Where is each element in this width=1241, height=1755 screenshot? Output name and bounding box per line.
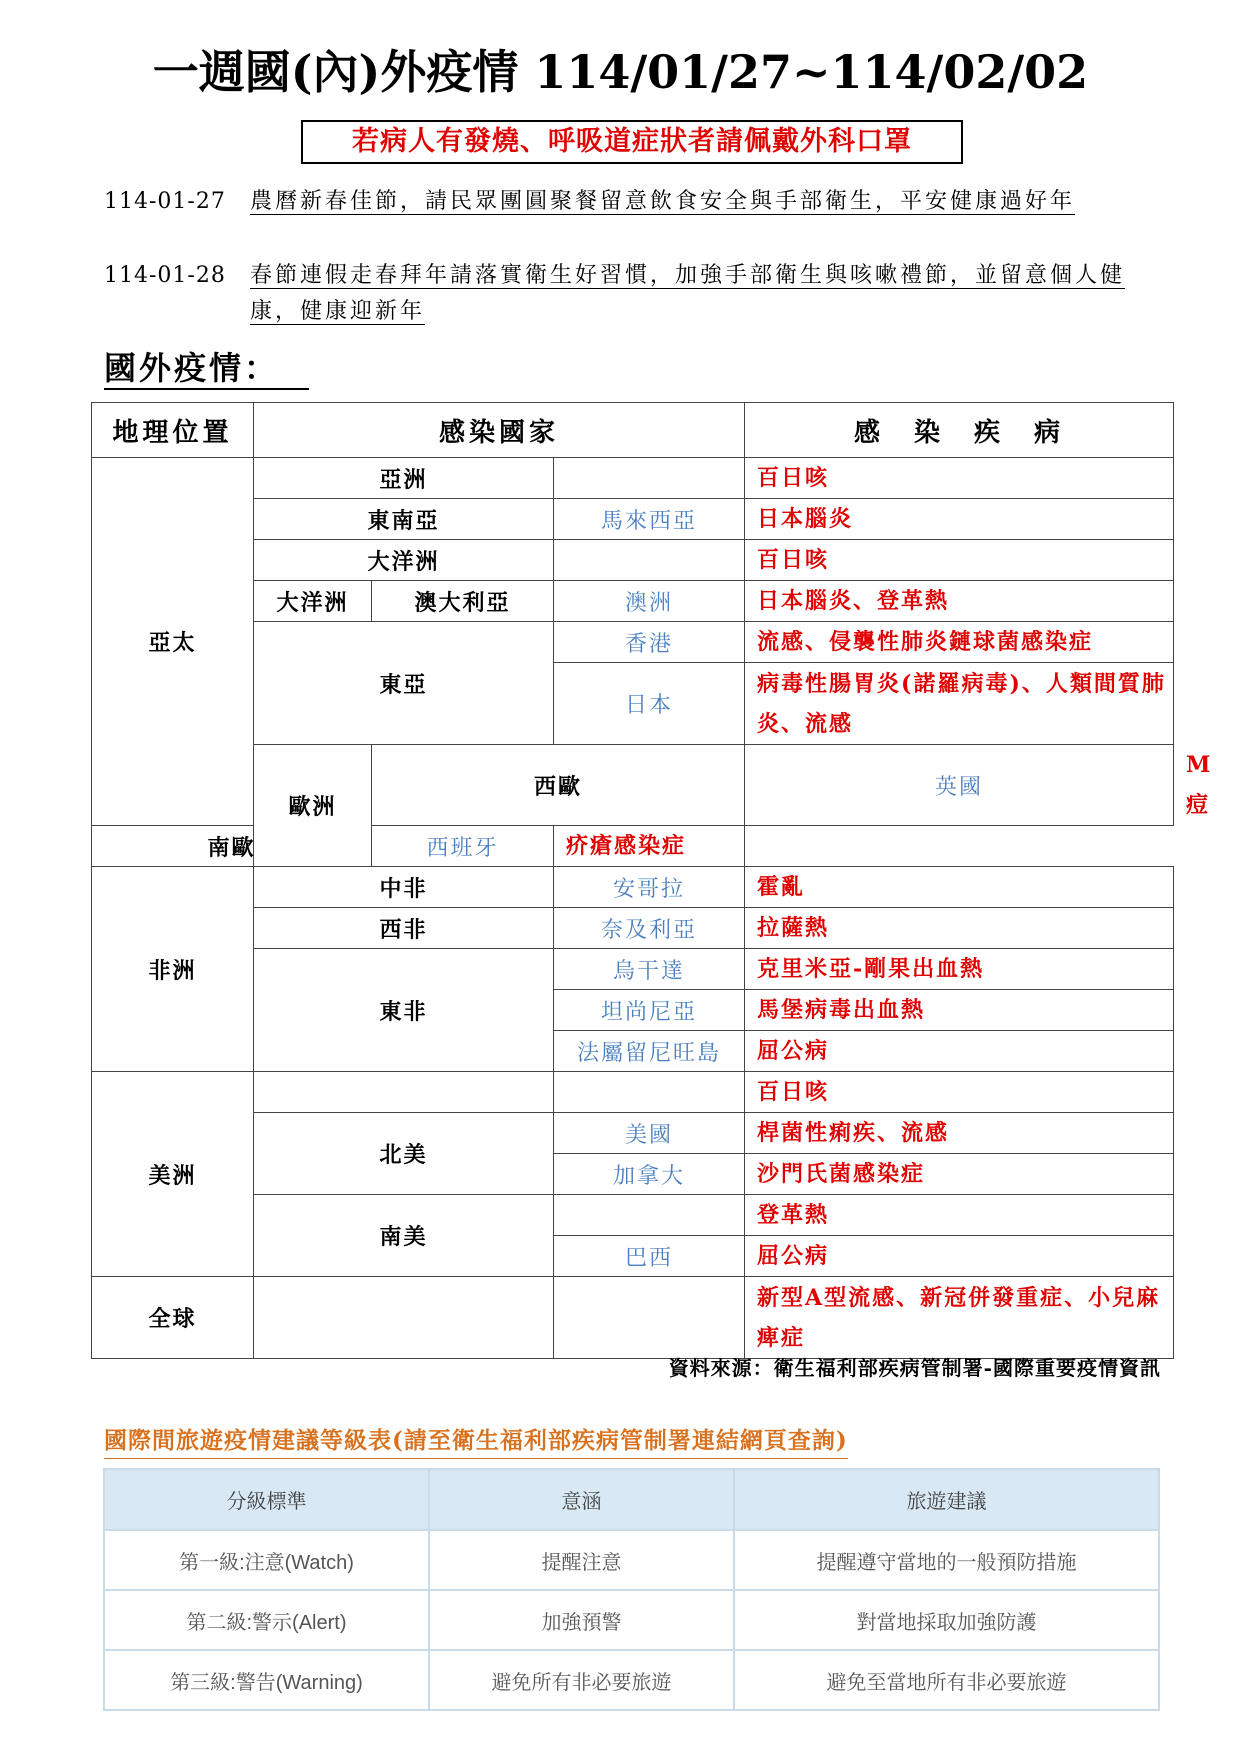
country-cell: 烏干達 bbox=[554, 949, 745, 990]
disease-cell: 屈公病 bbox=[745, 1236, 1174, 1277]
country-cell: 坦尚尼亞 bbox=[554, 990, 745, 1031]
travel-levels-link[interactable]: 國際間旅遊疫情建議等級表(請至衛生福利部疾病管制署連結網頁查詢) bbox=[104, 1424, 848, 1459]
country-cell: 美國 bbox=[554, 1113, 745, 1154]
advice-cell: 對當地採取加強防護 bbox=[734, 1590, 1159, 1650]
header-disease: 感 染 疾 病 bbox=[745, 403, 1174, 458]
meaning-cell: 加強預警 bbox=[429, 1590, 734, 1650]
area-cell bbox=[254, 1072, 554, 1113]
country-cell: 英國 bbox=[745, 745, 1174, 826]
disease-cell: 病毒性腸胃炎(諾羅病毒)、人類間質肺炎、流感 bbox=[745, 663, 1174, 745]
area-cell: 大洋洲 bbox=[254, 540, 554, 581]
mask-warning: 若病人有發燒、呼吸道症狀者請佩戴外科口罩 bbox=[301, 120, 963, 164]
levels-header-cell: 旅遊建議 bbox=[734, 1469, 1159, 1530]
level-cell: 第二級:警示(Alert) bbox=[104, 1590, 429, 1650]
table-row bbox=[104, 1530, 1159, 1590]
notice-date: 114-01-28 bbox=[104, 263, 226, 288]
region-cell: 全球 bbox=[92, 1277, 254, 1359]
area-cell: 亞洲 bbox=[254, 458, 554, 499]
advice-cell: 提醒遵守當地的一般預防措施 bbox=[734, 1530, 1159, 1590]
area-cell: 北美 bbox=[254, 1113, 554, 1195]
table-row bbox=[92, 540, 1174, 581]
levels-header-row bbox=[104, 1469, 1159, 1530]
table-row bbox=[104, 1590, 1159, 1650]
table-row bbox=[92, 1195, 1174, 1236]
disease-cell: 百日咳 bbox=[745, 1072, 1174, 1113]
disease-cell: 霍亂 bbox=[745, 867, 1174, 908]
region-cell: 歐洲 bbox=[254, 745, 372, 867]
table-row bbox=[92, 949, 1174, 990]
area-cell: 南美 bbox=[254, 1195, 554, 1277]
region-cell: 非洲 bbox=[92, 867, 254, 1072]
meaning-cell: 避免所有非必要旅遊 bbox=[429, 1650, 734, 1710]
country-cell bbox=[554, 1195, 745, 1236]
notice-date: 114-01-27 bbox=[104, 189, 226, 214]
levels-header-cell: 分級標準 bbox=[104, 1469, 429, 1530]
area-cell: 東非 bbox=[254, 949, 554, 1072]
level-cell: 第三級:警告(Warning) bbox=[104, 1650, 429, 1710]
country-cell: 日本 bbox=[554, 663, 745, 745]
country-cell: 澳洲 bbox=[554, 581, 745, 622]
disease-cell: 登革熱 bbox=[745, 1195, 1174, 1236]
region-cell: 亞太 bbox=[92, 458, 254, 826]
data-source: 資料來源：衛生福利部疾病管制署-國際重要疫情資訊 bbox=[668, 1356, 1161, 1380]
disease-cell: 百日咳 bbox=[745, 540, 1174, 581]
country-cell: 加拿大 bbox=[554, 1154, 745, 1195]
notice-text: 農曆新春佳節，請民眾團圓聚餐留意飲食安全與手部衛生，平安健康過好年 bbox=[250, 189, 1076, 214]
subarea-cell: 澳大利亞 bbox=[372, 581, 554, 622]
country-cell: 法屬留尼旺島 bbox=[554, 1031, 745, 1072]
country-cell bbox=[554, 458, 745, 499]
levels-header-cell: 意涵 bbox=[429, 1469, 734, 1530]
disease-cell: 日本腦炎 bbox=[745, 499, 1174, 540]
area-cell: 東南亞 bbox=[254, 499, 554, 540]
region-cell: 美洲 bbox=[92, 1072, 254, 1277]
table-row bbox=[92, 1072, 1174, 1113]
country-cell bbox=[554, 1277, 745, 1359]
area-cell: 東亞 bbox=[254, 622, 554, 745]
table-row bbox=[92, 581, 1174, 622]
disease-cell: 新型A型流感、新冠併發重症、小兒麻痺症 bbox=[745, 1277, 1174, 1359]
disease-cell: 沙門氏菌感染症 bbox=[745, 1154, 1174, 1195]
table-row bbox=[92, 908, 1174, 949]
outbreak-table bbox=[91, 402, 1213, 1359]
country-cell: 巴西 bbox=[554, 1236, 745, 1277]
table-row bbox=[92, 826, 1174, 867]
area-cell: 南歐 bbox=[92, 826, 372, 867]
disease-cell: 桿菌性痢疾、流感 bbox=[745, 1113, 1174, 1154]
table-row bbox=[92, 1113, 1174, 1154]
area-cell: 西非 bbox=[254, 908, 554, 949]
notice-text: 春節連假走春拜年請落實衛生好習慣，加強手部衛生與咳嗽禮節，並留意個人健康，健康迎新年 bbox=[250, 263, 1126, 324]
disease-cell: 屈公病 bbox=[745, 1031, 1174, 1072]
header-countries: 感染國家 bbox=[254, 403, 745, 458]
table-row bbox=[92, 867, 1174, 908]
area-cell: 中非 bbox=[254, 867, 554, 908]
disease-cell: 拉薩熱 bbox=[745, 908, 1174, 949]
table-row: 歐洲 西歐 英國 M痘 bbox=[92, 745, 1174, 826]
country-cell bbox=[554, 1072, 745, 1113]
table-row bbox=[92, 1277, 1174, 1359]
country-cell: 香港 bbox=[554, 622, 745, 663]
header-region: 地理位置 bbox=[92, 403, 254, 458]
disease-cell: 日本腦炎、登革熱 bbox=[745, 581, 1174, 622]
table-row bbox=[92, 499, 1174, 540]
country-cell: 奈及利亞 bbox=[554, 908, 745, 949]
country-cell: 馬來西亞 bbox=[554, 499, 745, 540]
section-heading: 國外疫情： bbox=[104, 348, 309, 390]
meaning-cell: 提醒注意 bbox=[429, 1530, 734, 1590]
disease-cell: 克里米亞-剛果出血熱 bbox=[745, 949, 1174, 990]
table-header-row bbox=[92, 403, 1174, 458]
disease-cell: 流感、侵襲性肺炎鏈球菌感染症 bbox=[745, 622, 1174, 663]
page-title: 一週國(內)外疫情 114/01/27~114/02/02 bbox=[152, 45, 1089, 99]
country-cell bbox=[554, 540, 745, 581]
disease-cell: 百日咳 bbox=[745, 458, 1174, 499]
disease-cell: 疥瘡感染症 bbox=[554, 826, 745, 867]
table-row bbox=[92, 622, 1174, 663]
travel-levels-table bbox=[103, 1468, 1160, 1711]
table-row bbox=[104, 1650, 1159, 1710]
level-cell: 第一級:注意(Watch) bbox=[104, 1530, 429, 1590]
area-cell: 西歐 bbox=[372, 745, 745, 826]
country-cell: 西班牙 bbox=[372, 826, 554, 867]
advice-cell: 避免至當地所有非必要旅遊 bbox=[734, 1650, 1159, 1710]
area-cell: 大洋洲 bbox=[254, 581, 372, 622]
table-row bbox=[92, 458, 1174, 499]
area-cell bbox=[254, 1277, 554, 1359]
disease-cell: 馬堡病毒出血熱 bbox=[745, 990, 1174, 1031]
country-cell: 安哥拉 bbox=[554, 867, 745, 908]
